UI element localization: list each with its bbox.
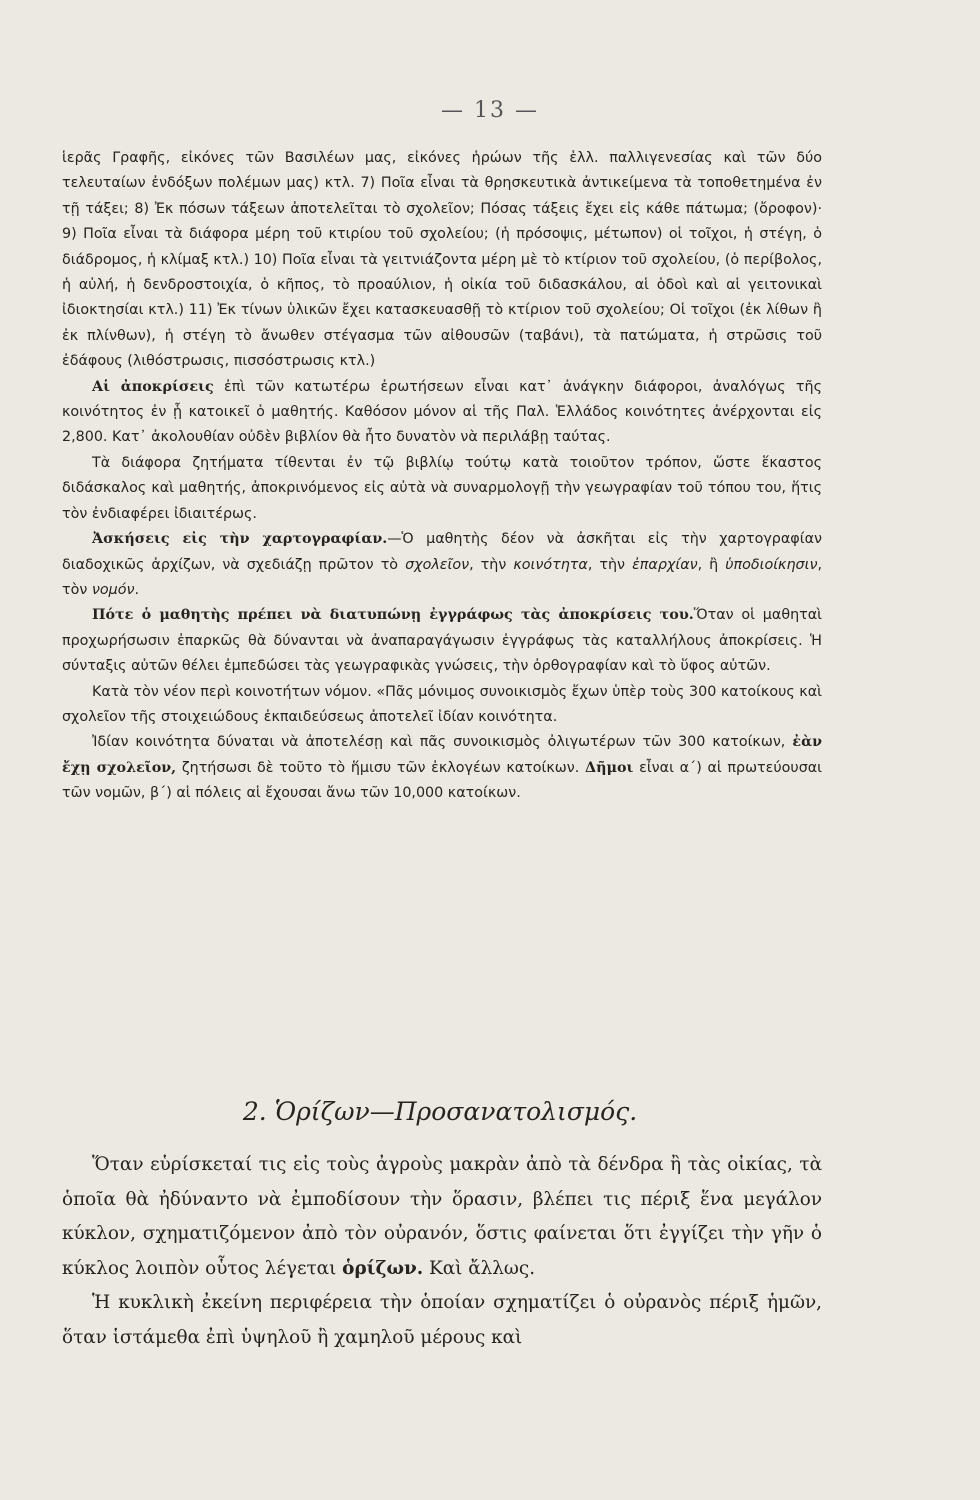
- paragraph-questions: ἱερᾶς Γραφῆς, εἰκόνες τῶν Βασιλέων μας, εἰκόνες ἡρώων τῆς ἑλλ. παλλιγενεσίας καὶ τῶν δύο τελευταίων ἐνδόξων πολέμων μας) κτλ. 7) Ποῖα εἶναι τὰ θρησκευτικὰ ἀντικείμενα τὰ τοποθετημένα ἐν τῇ τάξει; 8) Ἐκ πόσων τάξεων ἀποτελεῖται τὸ σχολεῖον; Πόσας τάξεις ἔχει εἰς κάθε πάτωμα; (ὄροφον)· 9) Ποῖα εἶναι τὰ διάφορα μέρη τοῦ κτιρίου τοῦ σχολείου; (ἡ πρόσοψις, μέτωπον) οἱ τοῖχοι, ἡ στέγη, ὁ διάδρομος, ἡ κλίμαξ κτλ.) 10) Ποῖα εἶναι τὰ γειτνιάζοντα μέρη μὲ τὸ κτίριον τοῦ σχολείου, (ὁ περίβολος, ἡ αὐλή, ἡ δενδροστοιχία, ὁ κῆπος, τὸ προαύλιον, ἡ οἰκία τοῦ διδασκάλου, αἱ ὁδοὶ καὶ αἱ γειτονικαὶ ἰδιοκτησίαι κτλ.) 11) Ἐκ τίνων ὑλικῶν ἔχει κατασκευασθῇ τὸ κτίριον τοῦ σχολείου; Οἱ τοῖχοι (ἐκ λίθων ἢ ἐκ πλίνθων), ἡ στέγη τὸ ἄνωθεν στέγασμα τῶν αἰθουσῶν (ταβάνι), τὰ πατώματα, ἡ στρῶσις τοῦ ἐδάφους (λιθόστρωσις, πισσόστρωσις κτλ.): [62, 150, 822, 370]
- paragraph-answers: [62, 375, 822, 451]
- written-answers-bold-lead: Πότε ὁ μαθητὴς πρέπει νὰ διατυπώνῃ ἐγγράφως τὰς ἀποκρίσεις του.: [92, 607, 694, 624]
- answers-text: ἐπὶ τῶν κατωτέρω ἐρωτήσεων εἶναι κατ᾽ ἀνάγκην διάφοροι, ἀναλόγως τῆς κοινότητος ἐν ᾗ κατοικεῖ ὁ μαθητής. Καθόσον μόνον αἱ τῆς Παλ. Ἑλλάδος κοινότητες ἀνέρχονται εἰς 2,800. Κατ᾽ ἀκολουθίαν οὐδὲν βιβλίον θὰ ἦτο δυνατὸν νὰ περιλάβῃ ταύτας.: [62, 378, 822, 446]
- section-heading: 2. Ὁρίζων—Προσανατολισμός.: [242, 1097, 638, 1126]
- community-text-b: ζητήσωσι δὲ τοῦτο τὸ ἥμισυ τῶν ἐκλογέων κατοίκων.: [176, 759, 586, 776]
- paragraph-law: Κατὰ τὸν νέον περὶ κοινοτήτων νόμον. «Πᾶς μόνιμος συνοικισμὸς ἔχων ὑπὲρ τοὺς 300 κατοίκους καὶ σχολεῖον τῆς στοιχειώδους ἐκπαιδεύσεως ἀποτελεῖ ἰδίαν κοινότητα.: [62, 683, 822, 725]
- cartography-bold-lead: Ἀσκήσεις εἰς τὴν χαρτογραφίαν.: [92, 531, 388, 548]
- cartography-italic-school: σχολεῖον: [405, 556, 470, 573]
- paragraph-cartography: [62, 527, 822, 603]
- cartography-italic-province: ἐπαρχίαν: [632, 556, 698, 573]
- cartography-text-a: —Ὁ μαθητὴς δέον νὰ ἀσκῆται εἰς τὴν χαρτογραφίαν διαδοχικῶς ἀρχίζων, νὰ σχεδιάζῃ πρῶτον τὸ: [62, 531, 822, 573]
- cartography-italic-subprefecture: ὑποδιοίκησιν: [725, 556, 818, 573]
- cartography-text-f: .: [134, 581, 140, 598]
- paragraph-horizon: [62, 1148, 822, 1286]
- body-text-upper: [62, 146, 822, 807]
- community-text-c: εἶναι α΄) αἱ πρωτεύουσαι τῶν νομῶν, β΄) αἱ πόλεις αἱ ἔχουσαι ἄνω τῶν 10,000 κατοίκων.: [62, 759, 823, 802]
- written-answers-text: Ὅταν οἱ μαθηταὶ προχωρήσωσιν ἐπαρκῶς θὰ δύνανται νὰ ἀναπαραγάγωσιν ἐγγράφως τὰς καταλλήλους ἀποκρίσεις. Ἡ σύνταξις αὐτῶν θέλει ἐμπεδώσει τὰς γεωγραφικὰς γνώσεις, τὴν ὀρθογραφίαν καὶ τὸ ὕφος αὐτῶν.: [62, 607, 822, 675]
- paragraph-circle: Ἡ κυκλικὴ ἐκείνη περιφέρεια τὴν ὁποίαν σχηματίζει ὁ οὐρανὸς πέριξ ἡμῶν, ὅταν ἱστάμεθα ἐπὶ ὑψηλοῦ ἢ χαμηλοῦ μέρους καὶ: [62, 1292, 822, 1348]
- cartography-italic-community: κοινότητα: [513, 556, 588, 573]
- horizon-text-b: Καὶ ἄλλως.: [423, 1257, 536, 1279]
- page-number: — 13 —: [441, 98, 539, 123]
- community-bold-municipalities: Δῆμοι: [585, 759, 634, 776]
- community-bold-school: ἐὰν ἔχῃ σχολεῖον,: [62, 734, 822, 776]
- paragraph-topics: Τὰ διάφορα ζητήματα τίθενται ἐν τῷ βιβλίῳ τούτῳ κατὰ τοιοῦτον τρόπον, ὥστε ἕκαστος διδάσκαλος καὶ μαθητής, ἀποκρινόμενος εἰς αὐτὰ νὰ συναρμολογῇ τὴν γεωγραφίαν τοῦ τόπου του, ἥτις τὸν ἐνδιαφέρει ἰδιαιτέρως.: [62, 454, 822, 522]
- paragraph-community: [62, 730, 822, 806]
- cartography-text-c: , τὴν: [587, 556, 633, 573]
- horizon-bold-term: ὁρίζων.: [342, 1257, 424, 1279]
- answers-bold-lead: Αἱ ἀποκρίσεις: [92, 378, 214, 395]
- cartography-text-d: , ἢ: [697, 556, 726, 573]
- horizon-text-a: Ὅταν εὑρίσκεταί τις εἰς τοὺς ἀγροὺς μακρὰν ἀπὸ τὰ δένδρα ἢ τὰς οἰκίας, τὰ ὁποῖα θὰ ἠδύναντο νὰ ἐμποδίσουν τὴν ὅρασιν, βλέπει τις πέριξ ἕνα μεγάλον κύκλον, σχηματιζόμενον ἀπὸ τὸν οὐρανόν, ὅστις φαίνεται ὅτι ἐγγίζει τὴν γῆν ὁ κύκλος λοιπὸν οὗτος λέγεται: [62, 1154, 822, 1279]
- cartography-text-b: , τὴν: [469, 556, 514, 573]
- body-text-lower: [62, 1148, 822, 1356]
- community-text-a: Ἰδίαν κοινότητα δύναται νὰ ἀποτελέσῃ καὶ πᾶς συνοικισμὸς ὀλιγωτέρων τῶν 300 κατοίκων,: [92, 734, 793, 751]
- cartography-text-e: , τὸν: [62, 556, 822, 598]
- paragraph-written-answers: [62, 603, 822, 679]
- cartography-italic-prefecture: νομόν: [91, 581, 135, 598]
